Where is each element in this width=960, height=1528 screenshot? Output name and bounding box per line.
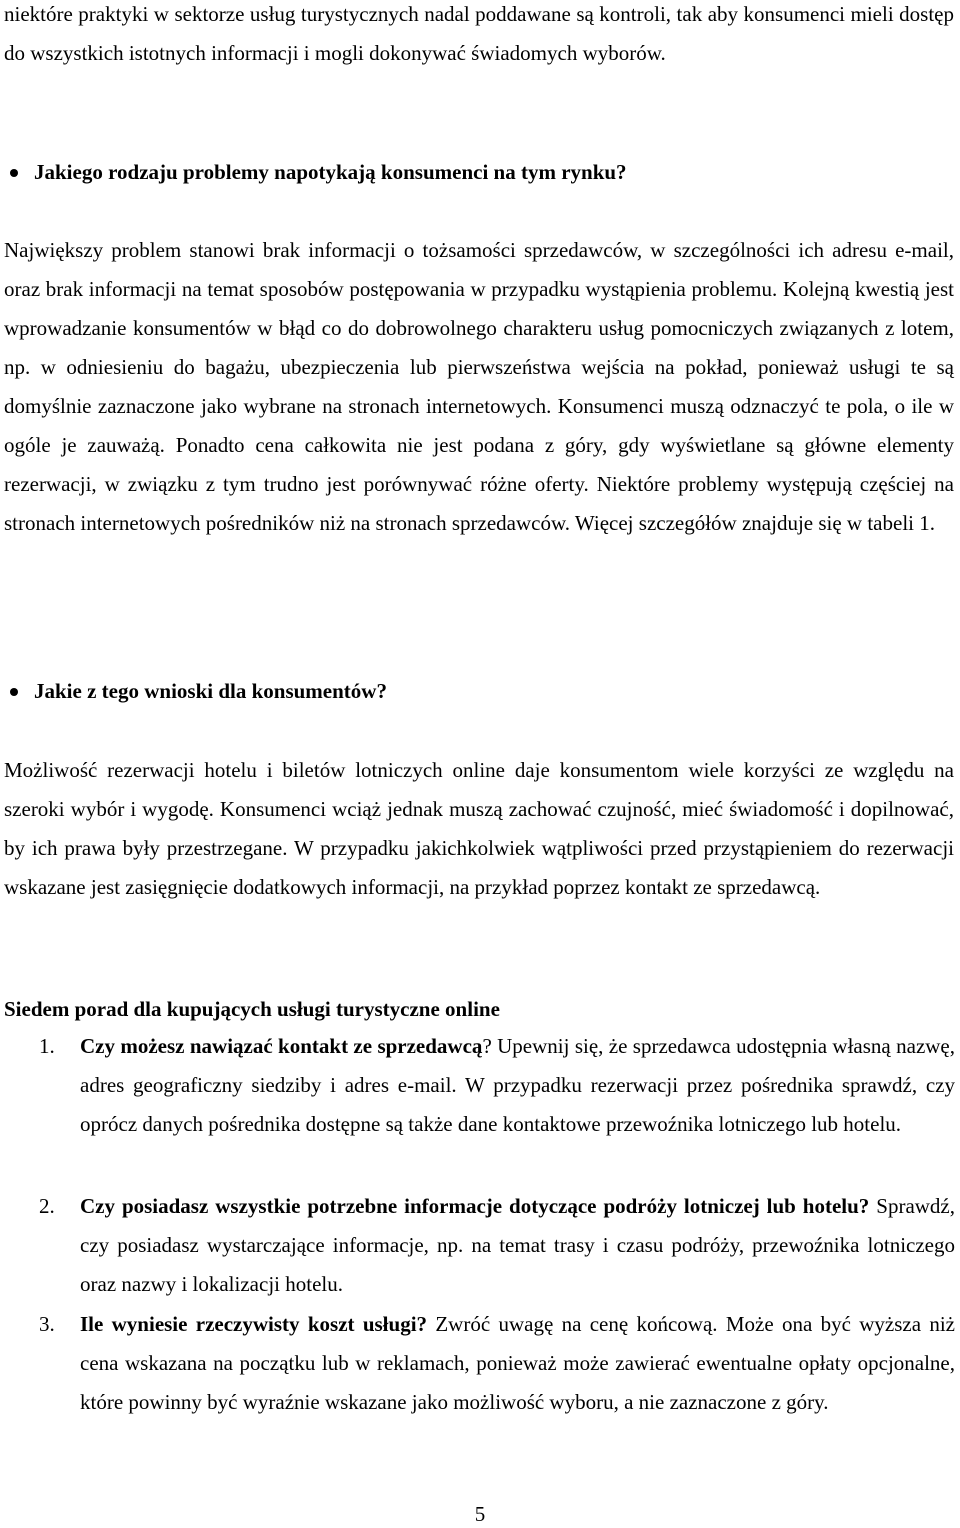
tip-body — [80, 1027, 955, 1144]
bullet-icon — [10, 169, 18, 177]
tip-body — [80, 1305, 955, 1422]
tip-body — [80, 1187, 955, 1304]
question-heading-text: Jakiego rodzaju problemy napotykają konsumenci na tym rynku? — [34, 160, 627, 184]
tip-question: Czy możesz nawiązać kontakt ze sprzedawcą — [80, 1034, 483, 1058]
conclusions-paragraph: Możliwość rezerwacji hotelu i biletów lotniczych online daje konsumentom wiele korzyści ze względu na szeroki wybór i wygodę. Konsumenci wciąż jednak muszą zachować czujność, mieć świadomość i dopilnować, by ich prawa były przestrzegane. W przypadku jakichkolwiek wątpliwości przed przystąpieniem do rezerwacji wskazane jest zasięgnięcie dodatkowych informacji, na przykład poprzez kontakt ze sprzedawcą. — [4, 758, 954, 899]
tip-text: Zwróć uwagę na cenę końcową. Może ona być wyższa niż cena wskazana na początku lub w reklamach, ponieważ może zawierać ewentualne opłaty opcjonalne, które powinny być wyraźnie wskazane jako możliwość wyboru, a nie zaznaczone z góry. — [80, 1312, 955, 1414]
page-number: 5 — [474, 1502, 486, 1526]
tip-number: 1. — [39, 1034, 55, 1058]
intro-paragraph: niektóre praktyki w sektorze usług turystycznych nadal poddawane są kontroli, tak aby konsumenci mieli dostęp do wszystkich istotnych informacji i mogli dokonywać świadomych wyborów. — [4, 2, 954, 65]
tip-number: 2. — [39, 1194, 55, 1218]
question-heading-conclusions — [10, 672, 950, 711]
tip-text: Upewnij się, że sprzedawca udostępnia własną nazwę, adres geograficzny siedziby i adres e-mail. W przypadku rezerwacji przez pośrednika sprawdź, czy oprócz danych pośrednika dostępne są także dane kontaktowe przewoźnika lotniczego lub hotelu. — [80, 1034, 955, 1136]
question-heading-problems — [10, 153, 950, 192]
tip-question: Ile wyniesie rzeczywisty koszt usługi? — [80, 1312, 428, 1336]
tip-question: Czy posiadasz wszystkie potrzebne informacje dotyczące podróży lotniczej lub hotelu? — [80, 1194, 870, 1218]
bullet-icon — [10, 688, 18, 696]
tip-number: 3. — [39, 1312, 55, 1336]
question-heading-text: Jakie z tego wnioski dla konsumentów? — [34, 679, 387, 703]
tip-text: Sprawdź, czy posiadasz wystarczające informacje, np. na temat trasy i czasu podróży, przewoźnika lotniczego oraz nazwy i lokalizacji hotelu. — [80, 1194, 955, 1296]
tip-question-mark: ? — [482, 1034, 492, 1058]
tips-section-title: Siedem porad dla kupujących usługi turystyczne online — [4, 997, 500, 1021]
problems-paragraph: Największy problem stanowi brak informacji o tożsamości sprzedawców, w szczególności ich adresu e-mail, oraz brak informacji na temat sposobów postępowania w przypadku wystąpienia problemu. Kolejną kwestią jest wprowadzanie konsumentów w błąd co do dobrowolnego charakteru usług pomocniczych związanych z lotem, np. w odniesieniu do bagażu, ubezpieczenia lub pierwszeństwa wejścia na pokład, ponieważ usługi te są domyślnie zaznaczone jako wybrane na stronach internetowych. Konsumenci muszą odznaczyć te pola, o ile w ogóle je zauważą. Ponadto cena całkowita nie jest podana z góry, gdy wyświetlane są główne elementy rezerwacji, w związku z tym trudno jest porównywać różne oferty. Niektóre problemy występują częściej na stronach internetowych pośredników niż na stronach sprzedawców. Więcej szczegółów znajduje się w tabeli 1. — [4, 238, 954, 535]
